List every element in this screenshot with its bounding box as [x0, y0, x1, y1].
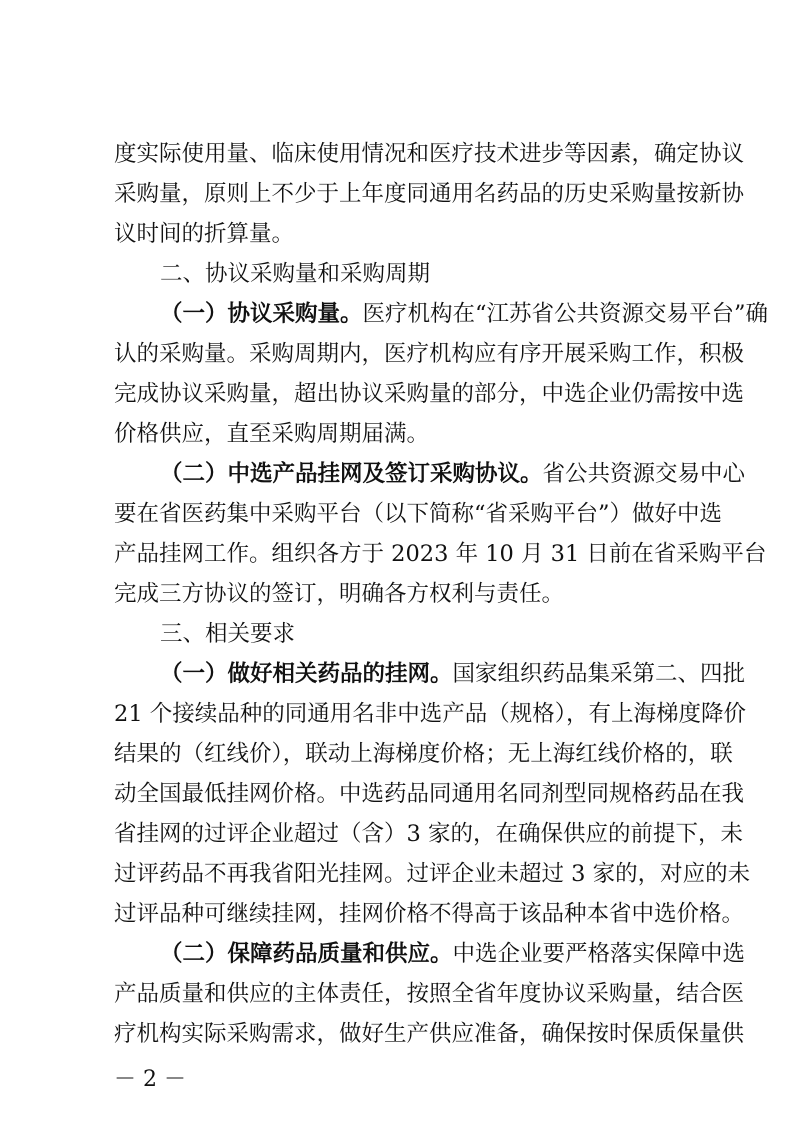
page-number: － 2 － [114, 1067, 186, 1092]
section-heading: 二、协议采购量和采购周期 [160, 261, 431, 287]
section-heading: 三、相关要求 [160, 621, 296, 647]
paragraph-line [160, 934, 746, 974]
body-text-line: 过评药品不再我省阳光挂网。过评企业未超过 3 家的，对应的未 [114, 861, 751, 887]
body-text-line: 完成协议采购量，超出协议采购量的部分，中选企业仍需按中选 [114, 381, 745, 407]
body-text-line: 认的采购量。采购周期内，医疗机构应有序开展采购工作，积极 [114, 341, 745, 367]
body-text-line: 价格供应，直至采购周期届满。 [114, 421, 430, 447]
paragraph-line [160, 654, 746, 694]
body-text-line: 采购量，原则上不少于上年度同通用名药品的历史采购量按新协 [114, 181, 745, 207]
body-text-line: 产品质量和供应的主体责任，按照全省年度协议采购量，结合医 [114, 981, 745, 1007]
body-text: 省公共资源交易中心 [542, 461, 746, 487]
body-text: 医疗机构在“江苏省公共资源交易平台”确 [362, 301, 769, 327]
body-text: 中选企业要严格落实保障中选 [452, 941, 746, 967]
body-text-line: 疗机构实际采购需求，做好生产供应准备，确保按时保质保量供 [114, 1021, 745, 1047]
subsection-title: （一）做好相关药品的挂网。 [160, 661, 453, 687]
body-text-line: 度实际使用量、临床使用情况和医疗技术进步等因素，确定协议 [114, 141, 745, 167]
subsection-title: （一）协议采购量。 [160, 301, 363, 327]
subsection-title: （二）保障药品质量和供应。 [160, 941, 453, 967]
body-text-line: 要在省医药集中采购平台（以下简称“省采购平台”）做好中选 [114, 501, 723, 527]
body-text-line: 产品挂网工作。组织各方于 2023 年 10 月 31 日前在省采购平台 [114, 541, 767, 567]
paragraph-line [160, 294, 769, 334]
body-text-line: 结果的（红线价），联动上海梯度价格；无上海红线价格的，联 [114, 741, 733, 767]
body-text: 国家组织药品集采第二、四批 [452, 661, 746, 687]
body-text-line: 过评品种可继续挂网，挂网价格不得高于该品种本省中选价格。 [114, 901, 745, 927]
body-text-line: 省挂网的过评企业超过（含）3 家的，在确保供应的前提下，未 [114, 821, 743, 847]
body-text-line: 21 个接续品种的同通用名非中选产品（规格），有上海梯度降价 [114, 701, 747, 727]
subsection-title: （二）中选产品挂网及签订采购协议。 [160, 461, 543, 487]
body-text-line: 完成三方协议的签订，明确各方权利与责任。 [114, 581, 565, 607]
body-text-line: 动全国最低挂网价格。中选药品同通用名同剂型同规格药品在我 [114, 781, 745, 807]
paragraph-line [160, 454, 746, 494]
body-text-line: 议时间的折算量。 [114, 221, 295, 247]
